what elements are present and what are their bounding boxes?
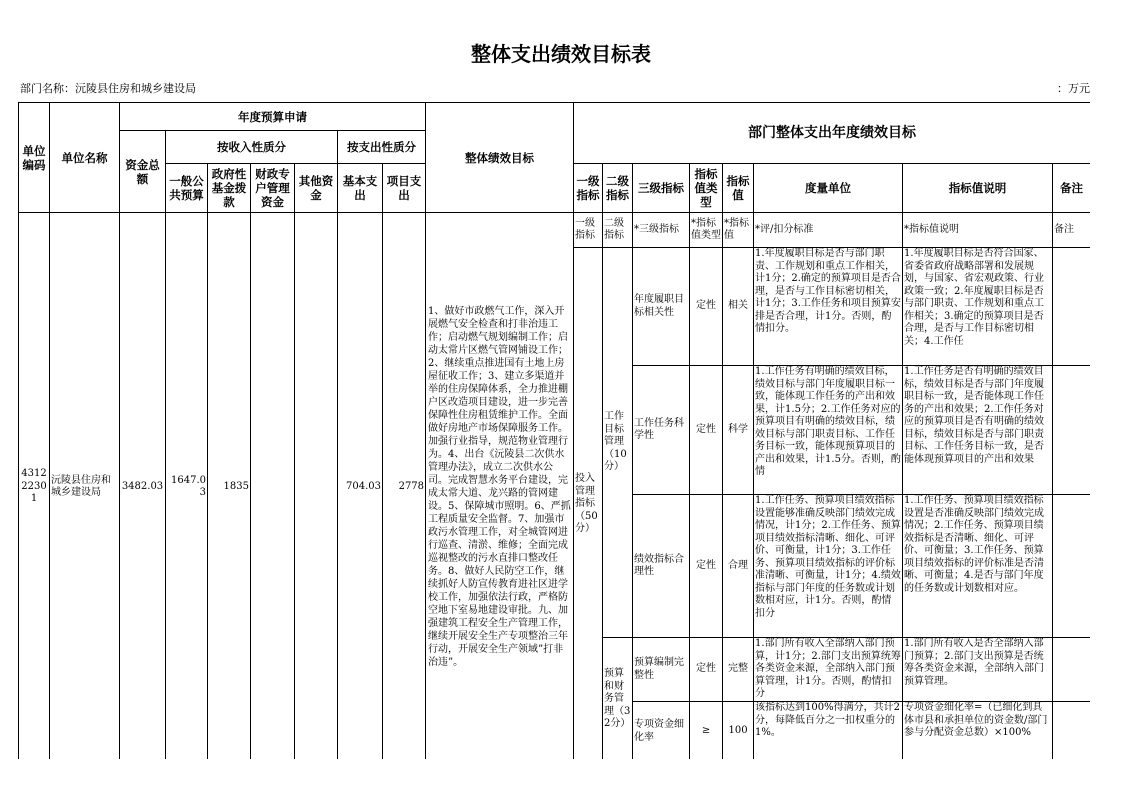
indicator-name: 预算编制完整性 <box>633 638 690 702</box>
sub-remark: 备注 <box>1053 213 1090 248</box>
public-budget-cell: 1647.03 <box>166 213 208 760</box>
currency-unit: ：万元 <box>1057 82 1090 95</box>
page-title: 整体支出绩效目标表 <box>471 42 651 66</box>
indicator-remark <box>1053 638 1090 702</box>
unit-code-cell: 43122230 1 <box>19 213 50 760</box>
indicator-type: ≥ <box>690 702 723 760</box>
indicator-value: 合理 <box>723 495 754 638</box>
indicator-remark <box>1053 248 1090 366</box>
header-by-expense: 按支出性质分 <box>338 131 426 164</box>
header-value: 指标值 <box>723 164 754 213</box>
indicator-measure: 1.工作任务有明确的绩效目标，绩效目标与部门年度履职目标一致，能体现工作任务的产出和效果，计1.5分；2.工作任务对应的预算项目有明确的绩效目标，绩效目标与部门职责目标、工作任务目标一致，能体现预算项目的产出和效果，计1.5分。否则，酌情 <box>754 366 903 495</box>
header-overall-goal: 整体绩效目标 <box>426 103 574 213</box>
header-by-income: 按收入性质分 <box>166 131 338 164</box>
performance-table <box>18 102 1090 759</box>
sub-lvl3: *三级指标 <box>633 213 690 248</box>
header-dept-goal: 部门整体支出年度绩效目标 <box>574 103 1090 164</box>
header-lvl3: 三级指标 <box>633 164 690 213</box>
header-unit-code: 单位编码 <box>19 103 50 213</box>
header-measure-unit: 度量单位 <box>754 164 903 213</box>
sub-value: *指标值 <box>723 213 754 248</box>
indicator-desc: 1.工作任务是否有明确的绩效目标，绩效目标是否与部门年度履职目标一致，是否能体现工作任务的产出和效果；2.工作任务对应的预算项目是否有明确的绩效目标，绩效目标是否与部门职责目标、工作任务目标一致，是否能体现预算项目的产出和效果 <box>903 366 1053 495</box>
indicator-name: 专项资金细化率 <box>633 702 690 760</box>
indicator-measure: 1.年度履职目标是否与部门职责、工作规划和重点工作相关，计1分；2.确定的预算项目是否合理，是否与工作目标密切相关，计1分；3.工作任务和项目预算安排是否合理，计1分。否则，酌情扣分。 <box>754 248 903 366</box>
fiscal-mgmt-cell <box>251 213 295 760</box>
indicator-desc: 1.工作任务、预算项目绩效指标设置是否准确反映部门绩效完成情况；2.工作任务、预算项目绩效指标是否清晰、细化、可评价、可衡量；3.工作任务、预算项目绩效指标的评价标准是否清晰、可衡量；4.是否与部门年度的任务数或计划数相对应。 <box>903 495 1053 638</box>
project-exp-cell: 2778 <box>383 213 426 760</box>
header-fiscal-mgmt: 财政专户管理资金 <box>251 164 295 213</box>
unit-name-cell: 沅陵县住房和城乡建设局 <box>50 213 120 760</box>
sub-desc: *指标值说明 <box>903 213 1053 248</box>
header-total: 资金总额 <box>120 131 166 213</box>
sub-measure: *评/扣分标准 <box>754 213 903 248</box>
sub-lvl1: 一级指标 <box>574 213 603 248</box>
indicator-desc: 1.年度履职目标是否符合国家、省委省政府战略部署和发展规划，与国家、省宏观政策、行业政策一致；2.年度履职目标是否与部门职责、工作规划和重点工作相关；3.确定的预算项目是否合理，是否与工作目标密切相关；4.工作任 <box>903 248 1053 366</box>
basic-exp-cell: 704.03 <box>338 213 383 760</box>
header-annual-budget: 年度预算申请 <box>120 103 426 131</box>
indicator-measure: 该指标达到100%得满分，共计2分，每降低百分之一扣权重分的1%。 <box>754 702 903 760</box>
header-project-exp: 项目支出 <box>383 164 426 213</box>
indicator-name: 绩效指标合理性 <box>633 495 690 638</box>
indicator-value: 相关 <box>723 248 754 366</box>
indicator-remark <box>1053 366 1090 495</box>
header-public-budget: 一般公共预算 <box>166 164 208 213</box>
header-value-type: 指标值类型 <box>690 164 723 213</box>
lvl2-budget-cell: 预算和财务管理（32分） <box>603 638 633 760</box>
header-basic-exp: 基本支出 <box>338 164 383 213</box>
indicator-value: 完整 <box>723 638 754 702</box>
header-lvl1: 一级指标 <box>574 164 603 213</box>
indicator-name: 年度履职目标相关性 <box>633 248 690 366</box>
overall-goal-cell: 1、做好市政燃气工作，深入开展燃气安全检查和打非治违工作；启动燃气规划编制工作；启动太常片区燃气管网铺设工作；2、继续重点推进国有土地上房屋征收工作；3、建立多渠道并举的住房保障体系，全力推进棚户区改造项目建设，进一步完善保障性住房租赁维护工作。全面做好房地产市场保障服务工作。加强行业指导，规范物业管理行为。4、出台《沅陵县二次供水管理办法》，成立二次供水公司。完成智慧水务平台建设，完成太常大道、龙兴路的管网建设。5、保障城市照明。6、严抓工程质量安全监督。7、加强市政污水管理工作，对全城管网进行巡查、清淤、维修；全面完成巡视整改的污水直排口整改任务。8、做好人民防空工作，继续抓好人防宣传教育进社区进学校工作，加强依法行政，严格防空地下室易地建设审批。九、加强建筑工程安全生产管理工作，继续开展安全生产专项整治三年行动，开展安全生产领域”打非治违”。 <box>426 213 574 760</box>
indicator-value: 100 <box>723 702 754 760</box>
gov-fund-cell: 1835 <box>208 213 251 760</box>
lvl2-work-cell: 工作目标管理（10分） <box>603 248 633 638</box>
header-remark: 备注 <box>1053 164 1090 213</box>
department-name: 部门名称：沅陵县住房和城乡建设局 <box>20 82 196 95</box>
indicator-measure: 1.工作任务、预算项目绩效指标设置能够准确反映部门绩效完成情况，计1分；2.工作任务、预算项目绩效指标清晰、细化、可评价、可衡量，计1分；3.工作任务、预算项目绩效指标的评价标准清晰、可衡量，计1分；4.绩效指标与部门年度的任务数或计划数相对应，计1分。否则，酌情扣分 <box>754 495 903 638</box>
header-other-funds: 其他资金 <box>295 164 338 213</box>
indicator-desc: 1.部门所有收入是否全部纳入部门预算；2.部门支出预算是否统筹各类资金来源，全部纳入部门预算管理。 <box>903 638 1053 702</box>
header-gov-fund: 政府性基金拨款 <box>208 164 251 213</box>
header-unit-name: 单位名称 <box>50 103 120 213</box>
other-funds-cell <box>295 213 338 760</box>
performance-table-frame <box>18 102 1090 759</box>
lvl1-input-cell: 投入管理指标（50分） <box>574 248 603 760</box>
header-value-desc: 指标值说明 <box>903 164 1053 213</box>
indicator-type: 定性 <box>690 638 723 702</box>
indicator-type: 定性 <box>690 366 723 495</box>
indicator-value: 科学 <box>723 366 754 495</box>
indicator-type: 定性 <box>690 248 723 366</box>
indicator-type: 定性 <box>690 495 723 638</box>
header-lvl2: 二级指标 <box>603 164 633 213</box>
indicator-remark <box>1053 495 1090 638</box>
indicator-measure: 1.部门所有收入全部纳入部门预算，计1分；2.部门支出预算统筹各类资金来源，全部纳入部门预算管理，计1分。否则，酌情扣分 <box>754 638 903 702</box>
indicator-desc: 专项资金细化率=（已细化到具体市县和承担单位的资金数/部门参与分配资金总数）×100% <box>903 702 1053 760</box>
sub-value-type: *指标值类型 <box>690 213 723 248</box>
indicator-name: 工作任务科学性 <box>633 366 690 495</box>
sub-lvl2: 二级指标 <box>603 213 633 248</box>
indicator-remark <box>1053 702 1090 760</box>
total-cell: 3482.03 <box>120 213 166 760</box>
